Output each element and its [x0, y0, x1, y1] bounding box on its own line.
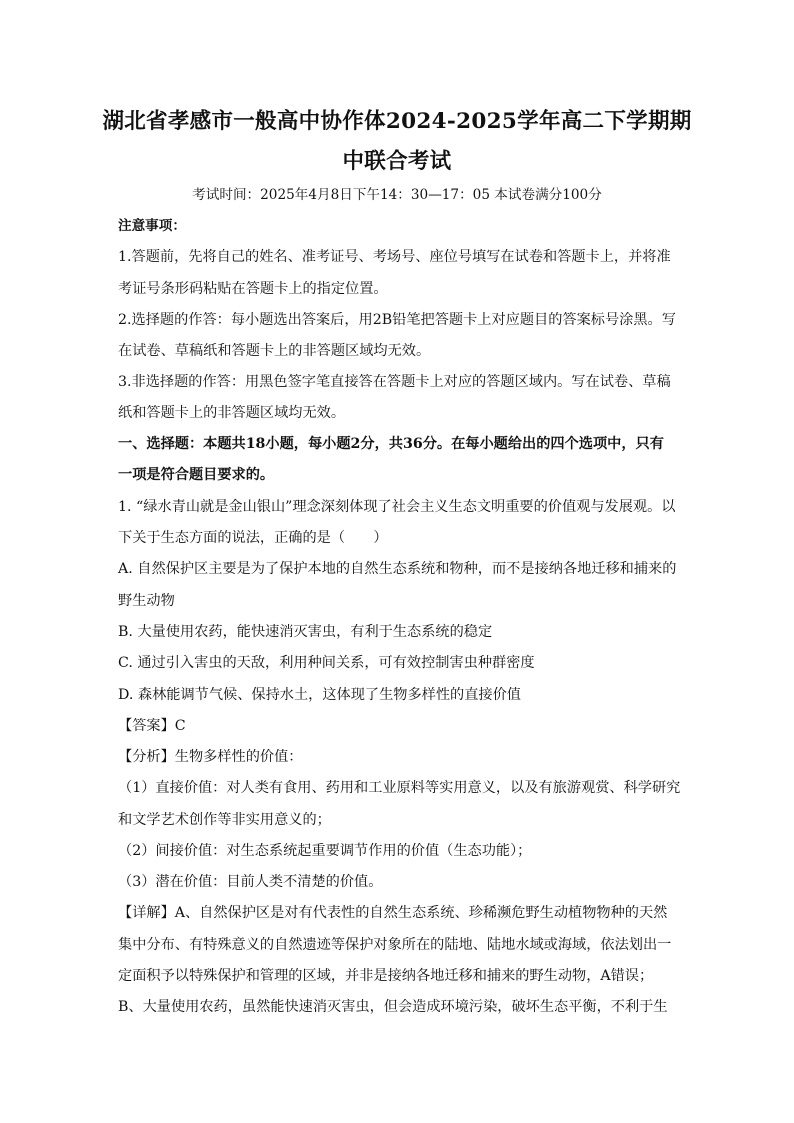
- question1-option-b: B. 大量使用农药，能快速消灭害虫，有利于生态系统的稳定: [118, 624, 493, 640]
- note-item-1-line1: 1.答题前，先将自己的姓名、准考证号、考场号、座位号填写在试卷和答题卡上，并将准: [118, 249, 671, 265]
- question1-option-a-line2: 野生动物: [118, 593, 175, 609]
- note-item-2-line2: 在试卷、草稿纸和答题卡上的非答题区域均无效。: [118, 343, 431, 359]
- analysis-item-3: （3）潜在价值：目前人类不清楚的价值。: [118, 874, 383, 890]
- question1-option-c: C. 通过引入害虫的天敌，利用种间关系，可有效控制害虫种群密度: [118, 655, 535, 671]
- note-item-3-line2: 纸和答题卡上的非答题区域均无效。: [118, 405, 346, 421]
- document-title-line2: 中联合考试: [342, 149, 452, 174]
- notes-heading: 注意事项：: [118, 218, 186, 234]
- note-item-2-line1: 2.选择题的作答：每小题选出答案后，用2B铅笔把答题卡上对应题目的答案标号涂黑。写: [118, 312, 676, 328]
- detail-line4: B、大量使用农药，虽然能快速消灭害虫，但会造成环境污染，破坏生态平衡，不利于生: [118, 999, 668, 1015]
- detail-line3: 定面积予以特殊保护和管理的区域，并非是接纳各地迁移和捕来的野生动物，A错误；: [118, 968, 654, 984]
- section1-heading-line1: 一、选择题：本题共18小题，每小题2分，共36分。在每小题给出的四个选项中，只有: [118, 436, 664, 452]
- question1-stem-line2: 下关于生态方面的说法，正确的是（ ）: [118, 530, 388, 546]
- detail-line1: 【详解】A、自然保护区是对有代表性的自然生态系统、珍稀濒危野生动植物物种的天然: [118, 905, 668, 921]
- analysis-item-2: （2）间接价值：对生态系统起重要调节作用的价值（生态功能）；: [118, 843, 532, 859]
- section1-heading-line2: 一项是符合题目要求的。: [118, 467, 275, 483]
- analysis-heading: 【分析】生物多样性的价值：: [118, 749, 303, 765]
- detail-line2: 集中分布、有特殊意义的自然遗迹等保护对象所在的陆地、陆地水域或海域，依法划出一: [118, 937, 672, 953]
- note-item-3-line1: 3.非选择题的作答：用黑色签字笔直接答在答题卡上对应的答题区域内。写在试卷、草稿: [118, 374, 671, 390]
- analysis-item-1-line1: （1）直接价值：对人类有食用、药用和工业原料等实用意义，以及有旅游观赏、科学研究: [118, 780, 681, 796]
- question1-option-d: D. 森林能调节气候、保持水土，这体现了生物多样性的直接价值: [118, 687, 521, 703]
- analysis-item-1-line2: 和文学艺术创作等非实用意义的；: [118, 812, 331, 828]
- note-item-1-line2: 考证号条形码粘贴在答题卡上的指定位置。: [118, 281, 388, 297]
- exam-info: 考试时间：2025年4月8日下午14：30—17：05 本试卷满分100分: [192, 187, 602, 203]
- question1-stem-line1: 1. “绿水青山就是金山银山”理念深刻体现了社会主义生态文明重要的价值观与发展观。以: [118, 499, 676, 515]
- question1-answer: 【答案】C: [118, 718, 186, 734]
- question1-option-a-line1: A. 自然保护区主要是为了保护本地的自然生态系统和物种，而不是接纳各地迁移和捕来的: [118, 561, 677, 577]
- document-title-line1: 湖北省孝感市一般高中协作体2024-2025学年高二下学期期: [102, 109, 692, 134]
